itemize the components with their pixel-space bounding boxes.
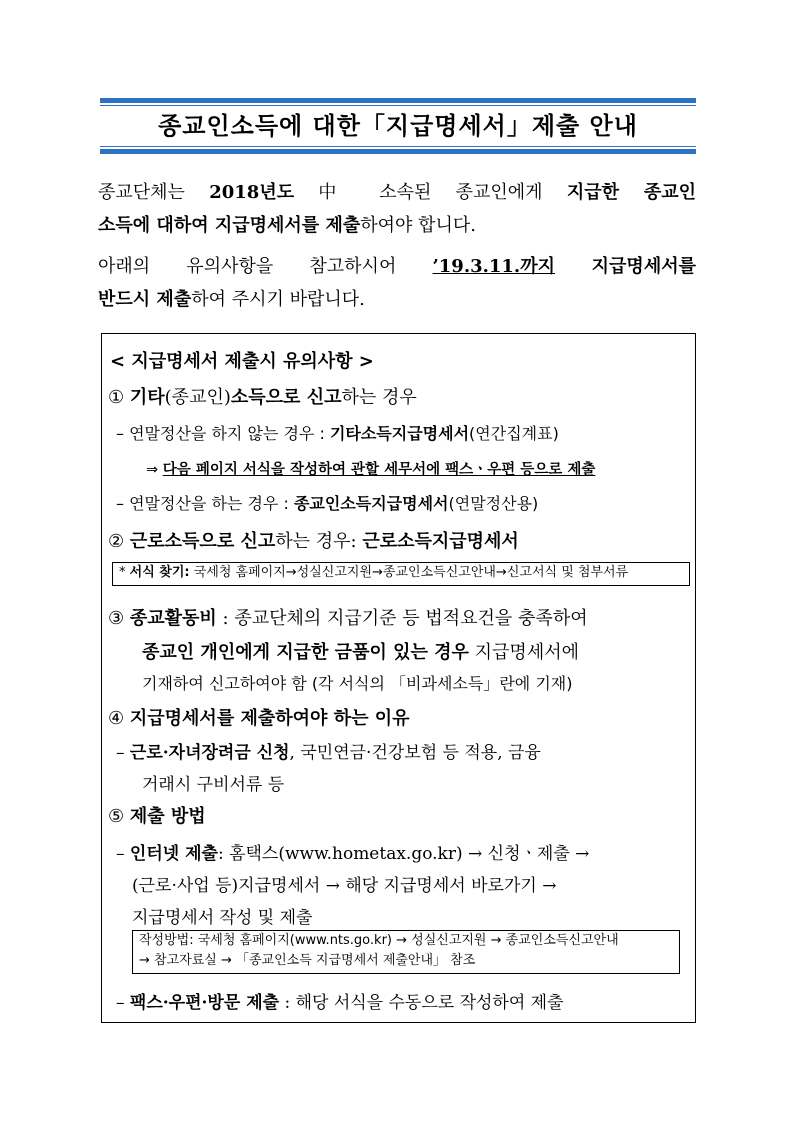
section-1-number: ① <box>108 387 125 408</box>
request-paragraph <box>98 250 696 316</box>
section-5-line-2: (근로·사업 등)지급명세서 → 해당 지급명세서 바로가기 → <box>132 876 557 896</box>
form-name: 기타소득지급명세서 <box>329 424 470 443</box>
section-4-line-1 <box>116 738 541 763</box>
intro-emphasis: 소득에 대하여 지급명세서를 제출 <box>98 215 361 236</box>
form-name: 종교인소득지급명세서 <box>293 494 449 513</box>
notice-box <box>101 333 696 1023</box>
section-1-text: – 연말정산을 하지 않는 경우 : <box>116 424 330 443</box>
method-line-1: 작성방법: 국세청 홈페이지(www.nts.go.kr) → 성실신고지원 → 종교인소득신고안내 <box>139 933 619 948</box>
title-bottom-thin-rule <box>100 146 696 147</box>
section-4-emphasis: 근로·자녀장려금 신청 <box>129 743 290 763</box>
section-4-emphasis: 지급명세서를 제출하여야 하는 이유 <box>129 708 410 729</box>
intro-text: 中 소속된 종교인에게 <box>294 182 567 203</box>
intro-text: 종교단체는 <box>98 182 210 203</box>
intro-year: 2018년도 <box>209 182 295 203</box>
section-3-emphasis: 종교인 개인에게 지급한 금품이 있는 경우 <box>142 642 469 663</box>
section-2-text: 하는 경우: <box>275 531 363 552</box>
request-text: 하여 주시기 바랍니다. <box>191 289 365 310</box>
section-5-line-4 <box>116 988 564 1013</box>
request-emphasis: 반드시 제출 <box>98 289 192 310</box>
section-1-line-3 <box>116 491 538 514</box>
page-title: 종교인소득에 대한「지급명세서」제출 안내 <box>158 112 638 140</box>
asterisk: * <box>119 565 130 580</box>
form-name: 근로소득지급명세서 <box>362 531 519 552</box>
dash: – <box>116 743 130 763</box>
request-text: 아래의 유의사항을 참고하시어 <box>98 256 433 277</box>
section-1-text: – 연말정산을 하는 경우 : <box>116 494 294 513</box>
section-1-text: 하는 경우 <box>341 387 417 408</box>
title-top-rule <box>100 98 696 103</box>
submission-instruction: 다음 페이지 서식을 작성하여 관할 세무서에 팩스ㆍ우편 등으로 제출 <box>162 462 596 478</box>
section-2-number: ② <box>108 531 125 552</box>
section-5-number: ⑤ <box>108 806 125 827</box>
section-1-title <box>108 383 417 409</box>
section-2-emphasis: 근로소득으로 신고 <box>129 531 276 552</box>
section-3-line-3: 기재하여 신고하여야 함 (각 서식의 「비과세소득」란에 기재) <box>142 674 573 693</box>
section-5-title <box>108 802 206 828</box>
section-5-line-3: 지급명세서 작성 및 제출 <box>132 908 313 928</box>
section-1-emphasis: 소득으로 신고 <box>230 387 342 408</box>
section-2-title <box>108 527 519 553</box>
section-5-emphasis: 팩스·우편·방문 제출 <box>129 993 280 1013</box>
section-4-text: , 국민연금·건강보험 등 적용, 금융 <box>289 743 541 763</box>
intro-text: 하여야 합니다. <box>360 215 477 236</box>
section-4-number: ④ <box>108 708 125 729</box>
section-1-line-2 <box>146 458 595 479</box>
section-5-emphasis: 인터넷 제출 <box>129 844 218 864</box>
title-bottom-rule <box>100 149 696 154</box>
form-location-path: 국세청 홈페이지→성실신고지원→종교인소득신고안내→신고서식 및 첨부서류 <box>189 565 629 580</box>
intro-paragraph <box>98 176 696 242</box>
section-1-emphasis: 기타 <box>129 387 165 408</box>
intro-emphasis: 지급한 종교인 <box>566 182 696 203</box>
section-5-text: : 해당 서식을 수동으로 작성하여 제출 <box>279 993 564 1013</box>
arrow-icon: ⇒ <box>146 462 163 478</box>
method-line-2: → 참고자료실 → 「종교인소득 지급명세서 제출안내」 참조 <box>139 953 476 968</box>
section-3-emphasis: 종교활동비 <box>129 608 217 629</box>
section-5-text: : 홈택스(www.hometax.go.kr) → 신청ㆍ제출 → <box>217 844 590 864</box>
section-4-line-2: 거래시 구비서류 등 <box>142 775 285 795</box>
title-block <box>100 98 696 154</box>
section-3-number: ③ <box>108 608 125 629</box>
section-3-title <box>108 604 688 630</box>
section-3-text: : 종교단체의 지급기준 등 법적요건을 충족하여 <box>216 608 588 629</box>
dash: – <box>116 993 130 1013</box>
section-1-text: (종교인) <box>164 387 231 408</box>
section-5-line-1 <box>116 839 589 864</box>
section-3-line-2 <box>142 638 579 664</box>
form-location-box <box>112 562 690 586</box>
notice-heading: < 지급명세서 제출시 유의사항 > <box>110 351 374 372</box>
request-emphasis: 지급명세서를 <box>554 256 696 277</box>
section-4-title <box>108 704 410 730</box>
deadline-date: ’19.3.11.까지 <box>432 256 555 277</box>
form-location-label: 서식 찾기: <box>129 565 190 580</box>
section-3-text: 지급명세서에 <box>468 642 579 663</box>
method-box <box>132 930 680 974</box>
dash: – <box>116 844 130 864</box>
section-1-text: (연간집계표) <box>469 424 559 443</box>
section-5-emphasis: 제출 방법 <box>129 806 206 827</box>
section-1-line-1 <box>116 421 559 444</box>
section-1-text: (연말정산용) <box>448 494 539 513</box>
